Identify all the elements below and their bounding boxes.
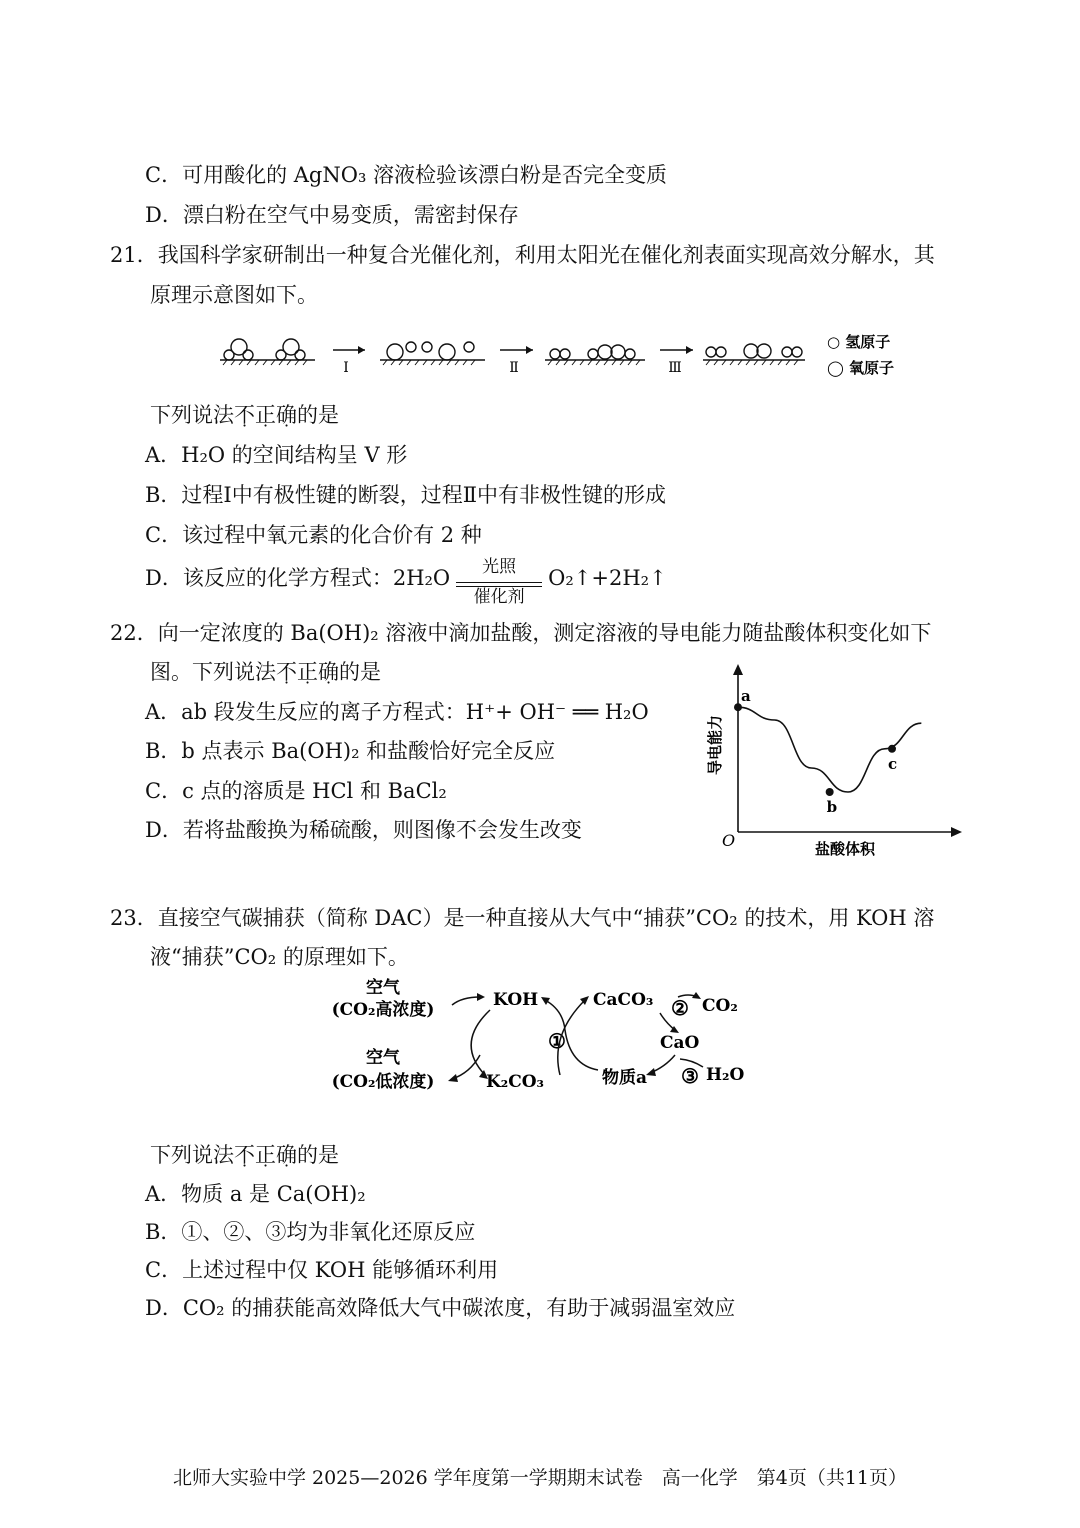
q21-option-a: A．H₂O 的空间结构呈 V 形 (145, 443, 408, 467)
air-high-concentration: (CO₂高浓度) (331, 1000, 435, 1020)
q23-option-c: C．上述过程中仅 KOH 能够循环利用 (145, 1258, 499, 1282)
step-label-3: Ⅲ (668, 360, 682, 376)
chart-point-label-a: a (741, 687, 751, 706)
substance-a-label: 物质a (602, 1068, 648, 1088)
surface-stage-0 (220, 339, 315, 365)
surface-stage-2 (545, 345, 645, 365)
q22-stem-line2: 图。下列说法不正确的是 (150, 660, 381, 684)
reaction-1-marker: ① (548, 1029, 566, 1053)
q22-option-a: A．ab 段发生反应的离子方程式：H⁺+ OH⁻ ══ H₂O (145, 700, 649, 724)
q21-stem-line2: 原理示意图如下。 (150, 283, 318, 307)
step-label-2: Ⅱ (509, 360, 519, 376)
co2-product-label: CO₂ (702, 996, 738, 1016)
q23-option-a: A．物质 a 是 Ca(OH)₂ (145, 1182, 366, 1206)
x-axis-label: 盐酸体积 (814, 840, 876, 858)
reaction-3-marker: ③ (681, 1064, 699, 1088)
q23-stem-line2: 液“捕获”CO₂ 的原理如下。 (150, 945, 409, 969)
arrow-step-3 (660, 346, 693, 354)
legend-oxygen: ◯ 氧原子 (827, 359, 895, 377)
q21-option-b: B．过程Ⅰ中有极性键的断裂，过程Ⅱ中有非极性键的形成 (145, 483, 666, 507)
air-label-low: 空气 (366, 1048, 400, 1068)
q23-stem-line1: 23．直接空气碳捕获（简称 DAC）是一种直接从大气中“捕获”CO₂ 的技术，用 KOH 溶 (110, 906, 935, 930)
legend-hydrogen: ○ 氢原子 (827, 333, 891, 351)
conductivity-chart (700, 660, 970, 865)
surface-stage-3 (703, 344, 805, 365)
arrow-step-2 (500, 346, 533, 354)
y-axis-arrow (733, 664, 743, 675)
water-splitting-diagram (215, 325, 915, 385)
q23-prompt: 下列说法不正确的是 (150, 1143, 339, 1167)
dac-process-diagram (320, 975, 760, 1105)
caco3-label: CaCO₃ (593, 990, 654, 1010)
k2co3-label: K₂CO₃ (486, 1072, 545, 1092)
arrow-air-to-koh (452, 997, 480, 1005)
q22-option-d: D．若将盐酸换为稀硫酸，则图像不会发生改变 (145, 818, 582, 842)
arrow-step-1 (333, 346, 365, 354)
chart-point-b (826, 788, 834, 796)
y-axis-label: 导电能力 (706, 714, 724, 776)
q22-option-c: C．c 点的溶质是 HCl 和 BaCl₂ (145, 779, 447, 803)
chart-point-label-c: c (888, 754, 898, 773)
origin-label: O (722, 831, 736, 850)
x-axis-arrow (951, 827, 962, 837)
q20-option-c: C．可用酸化的 AgNO₃ 溶液检验该漂白粉是否完全变质 (145, 163, 668, 187)
step-label-1: Ⅰ (343, 360, 349, 376)
arrow-koh-to-k2co3 (471, 1010, 490, 1075)
q21-option-c: C．该过程中氧元素的化合价有 2 种 (145, 523, 482, 547)
q21-option-d: D．该反应的化学方程式：2H₂O $\frac{\text{光照}}{\text{催化剂}}$ O₂↑+2H₂↑ (145, 556, 667, 607)
surface-stage-1 (380, 342, 485, 365)
q22-stem-line1: 22．向一定浓度的 Ba(OH)₂ 溶液中滴加盐酸，测定溶液的导电能力随盐酸体积变化如下 (110, 621, 932, 645)
page-footer: 北师大实验中学 2025—2026 学年度第一学期期末试卷 高一化学 第4页（共11页） (172, 1467, 908, 1489)
h2o-label: H₂O (706, 1065, 745, 1085)
q20-option-d: D．漂白粉在空气中易变质，需密封保存 (145, 203, 519, 227)
q21-stem-line1: 21．我国科学家研制出一种复合光催化剂，利用太阳光在催化剂表面实现高效分解水，其 (110, 243, 935, 267)
air-low-concentration: (CO₂低浓度) (331, 1072, 435, 1092)
air-label-high: 空气 (366, 978, 400, 998)
q21-prompt: 下列说法不正确的是 (150, 403, 339, 427)
koh-label: KOH (493, 990, 539, 1010)
reaction-condition: $\frac{\text{光照}}{\text{催化剂}}$ (456, 560, 542, 600)
cao-label: CaO (660, 1033, 700, 1053)
reaction-2-marker: ② (671, 996, 689, 1020)
q23-option-b: B．①、②、③均为非氧化还原反应 (145, 1220, 476, 1244)
chart-point-label-b: b (826, 798, 838, 816)
chart-point-c (888, 745, 896, 753)
q23-option-d: D．CO₂ 的捕获能高效降低大气中碳浓度，有助于减弱温室效应 (145, 1296, 736, 1320)
q22-option-b: B．b 点表示 Ba(OH)₂ 和盐酸恰好完全反应 (145, 739, 556, 763)
